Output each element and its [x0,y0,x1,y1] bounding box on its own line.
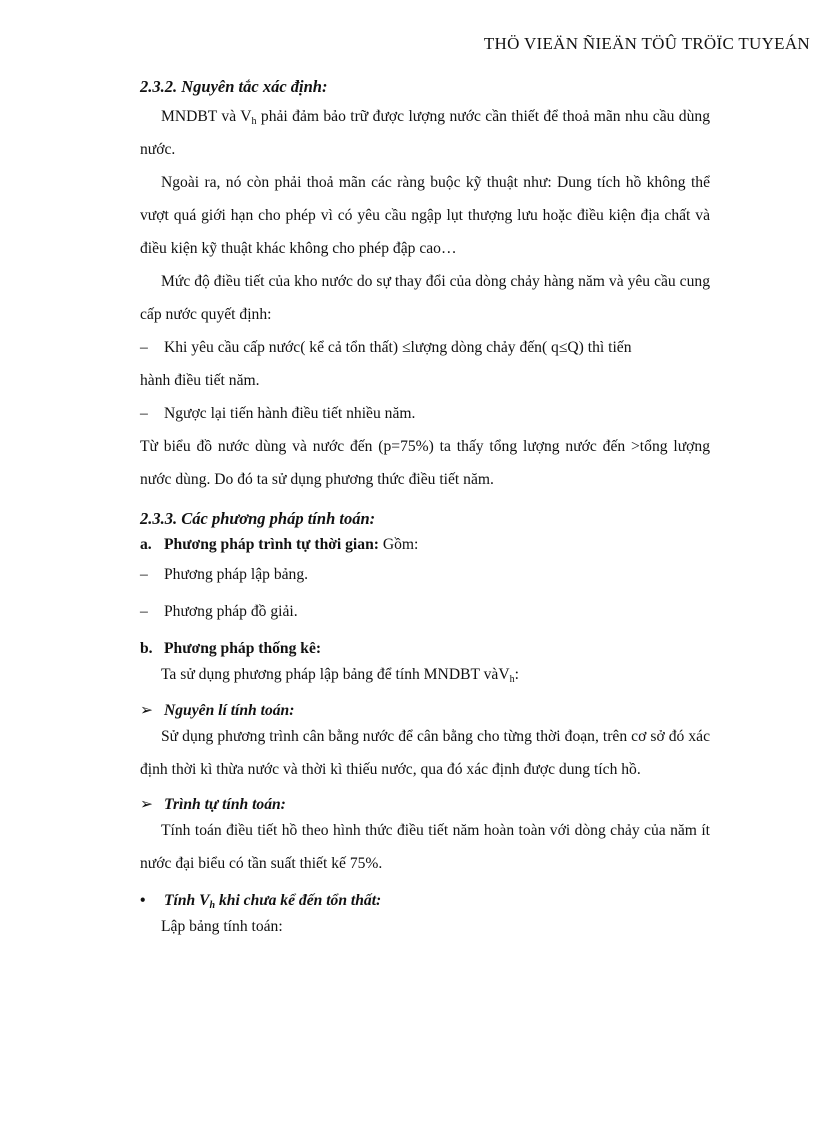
dash-line-1: Khi yêu cầu cấp nước( kể cả tổn thất) ≤lượng dòng chảy đến( q≤Q) thì tiến [164,339,632,356]
mndbt-text-b: phải đảm bảo trữ được lượng nước cần thiết để thoả mãn nhu cầu dùng nước. [140,108,710,158]
paragraph-mndbt [140,100,710,166]
letter-mark: b. [140,640,153,657]
sequence-heading-text: Trình tự tính toán: [164,796,286,813]
method-b-text-b: : [514,666,519,683]
dash-item-text [140,331,710,397]
vh-heading-text [164,888,381,914]
principle-heading-text: Nguyên lí tính toán: [164,702,295,719]
arrow-icon: ➢ [140,796,154,813]
document-body [140,74,710,940]
subscript-h: h [509,674,515,685]
mndbt-text-a: MNDBT và V [161,108,252,125]
list-item [140,331,710,397]
list-item-b [140,636,710,662]
method-label: Phương pháp trình tự thời gian: [164,536,379,553]
dash-mark: – [140,405,148,422]
paragraph-sequence: Tính toán điều tiết hồ theo hình thức điều tiết năm hoàn toàn với dòng chảy của năm ít nước đại biểu có tần suất thiết kế 75%. [140,822,710,872]
paragraph-regulation: Mức độ điều tiết của kho nước do sự thay đổi của dòng chảy hàng năm và yêu cầu cung cấp nước quyết định: [140,273,710,323]
list-item [140,595,710,628]
paragraph-method-b [140,662,710,688]
paragraph-constraints: Ngoài ra, nó còn phải thoả mãn các ràng buộc kỹ thuật như: Dung tích hồ không thể vượt quá giới hạn cho phép vì có yêu cầu ngập lụt thượng lưu hoặc điều kiện địa chất và điều kiện kỹ thuật khác không cho phép đập cao… [140,174,710,257]
section-heading-2-3-2: 2.3.2. Nguyên tắc xác định: [140,77,328,96]
page-header: THÖ VIEÄN ÑIEÄN TÖÛ TRÖÏC TUYEÁN [483,34,810,53]
arrow-icon: ➢ [140,702,154,719]
dash-mark: – [140,339,148,356]
section-heading-2-3-3: 2.3.3. Các phương pháp tính toán: [140,509,376,528]
dash-item-text: Phương pháp lập bảng. [164,566,309,583]
method-rest: Gồm: [378,536,419,553]
list-item-a [140,532,710,558]
method-b-text-a: Ta sử dụng phương pháp lập bảng để tính MNDBT vàV [161,666,510,683]
list-item-a-text [164,532,418,558]
paragraph-conclusion: Từ biểu đồ nước dùng và nước đến (p=75%) ta thấy tổng lượng nước đến >tổng lượng nước dùng. Do đó ta sử dụng phương thức điều tiết năm. [140,438,710,488]
list-item [140,558,710,591]
vh-heading [140,888,710,914]
dash-item-text: Ngược lại tiến hành điều tiết nhiều năm. [164,405,416,422]
letter-mark: a. [140,536,152,553]
vh-heading-b: khi chưa kể đến tổn thất: [215,892,382,909]
dash-line-2: hành điều tiết năm. [140,372,260,389]
dash-mark: – [140,566,148,583]
subscript-h: h [209,900,216,911]
dash-mark: – [140,603,148,620]
method-label: Phương pháp thống kê: [164,640,322,657]
subscript-h: h [251,116,257,127]
vh-heading-a: Tính V [164,892,210,909]
bullet-icon: • [140,892,146,909]
dash-item-text: Phương pháp đồ giải. [164,603,298,620]
paragraph-principle: Sử dụng phương trình cân bằng nước để cân bằng cho từng thời đoạn, trên cơ sở đó xác định thời kì thừa nước và thời kì thiếu nước, qua đó xác định được dung tích hồ. [140,728,710,778]
list-item [140,397,710,430]
paragraph-table-intro: Lập bảng tính toán: [161,918,283,935]
